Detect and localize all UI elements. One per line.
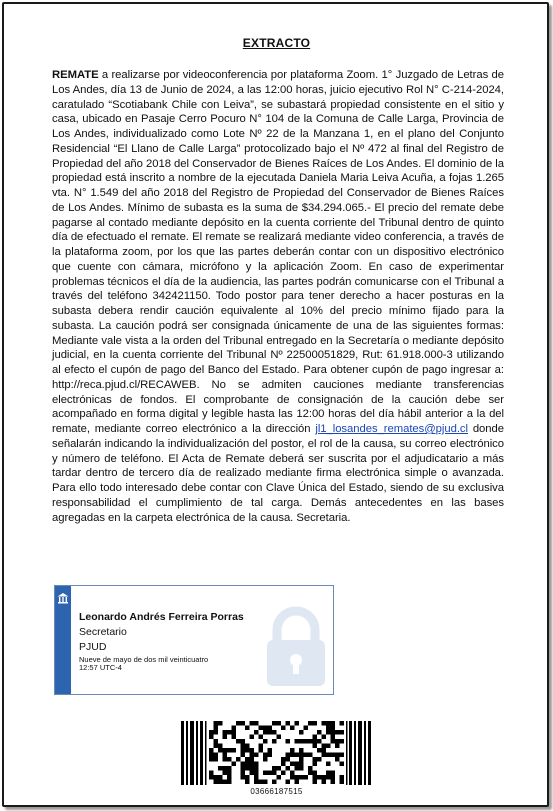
lead-word: REMATE (52, 69, 99, 81)
signature-date: Nueve de mayo de dos mil veinticuatro (79, 655, 209, 664)
barcode-number: 03666187515 (250, 787, 303, 796)
signature-timestamp (79, 656, 249, 672)
body-paragraph-part-1: a realizarse por videoconferencia por plataforma Zoom. 1° Juzgado de Letras de Los Andes, día 13 de Junio de 2024, a las 12:00 horas, juicio ejecutivo Rol N° C-214-2024, caratulado “Scotiabank Chile con Leiva”, se subastará propiedad consistente en el sitio y casa, ubicado en Pasaje Cerro Pocuro N° 104 de la Comuna de Calle Larga, Provincia de Los Andes, individualizado como Lote Nº 22 de la Manzana 1, en el plano del Conjunto Residencial “El Llano de Calle Larga” protocolizado bajo el Nº 472 al final del Registro de Propiedad del año 2018 del Conservador de Bienes Raíces de Los Andes. El dominio de la propiedad está inscrito a nombre de la ejecutada Daniela Maria Leiva Acuña, a fojas 1.265 vta. N° 1.549 del año 2018 del Registro de Propiedad del Conservador de Bienes Raíces de Los Andes. Mínimo de subasta es la suma de $34.294.065.- El precio del remate debe pagarse al contado mediante depósito en la cuenta corriente del Tribunal dentro de quinto día de efectuado el remate. El remate se realizará mediante video conferencia, a través de la plataforma zoom, por los que las partes deberán contar con un dispositivo electrónico que cuente con cámara, micrófono y la aplicación Zoom. En caso de experimentar problemas técnicos el día de la audiencia, las partes podrán comunicarse con el Tribunal a través del teléfono 342421150. Todo postor para tener derecho a hacer posturas en la subasta debera rendir caución equivalente al 10% del precio mínimo fijado para la subasta. La caución podrá ser consignada únicamente de una de las siguientes formas: Mediante vale vista a la orden del Tribunal entregado en la Secretaría o mediante depósito judicial, en la cuenta corriente del Tribunal Nº 22500051829, Rut: 61.918.000-3 utilizando al efecto el cupón de pago del Banco del Estado. Para obtener cupón de pago ingresar a: http://reca.pjud.cl/RECAWEB. No se admiten cauciones mediante transferencias electrónicas de fondos. El comprobante de consignación de la caución debe ser acompañado en forma digital y legible hasta las 12:00 horas del día hábil anterior a la del remate, mediante correo electrónico a la dirección (52, 69, 504, 435)
email-link[interactable]: jl1_losandes_remates@pjud.cl (315, 423, 468, 435)
signer-organization: PJUD (79, 641, 107, 653)
signer-role: Secretario (79, 626, 127, 638)
barcode-image (181, 721, 372, 785)
document-title: EXTRACTO (242, 36, 311, 50)
signer-name: Leonardo Andrés Ferreira Porras (79, 611, 244, 623)
electronic-signature-box (54, 585, 334, 695)
body-paragraph-part-2: donde señalarán indicando la individualización del postor, el rol de la causa, su correo electrónico y número de teléfono. El Acta de Remate deberá ser suscrita por el adjudicatario a más tardar dentro de tercero día de realizado mediante firma electrónica simple o avanzada. Para ello todo interesado debe contar con Clave Única del Estado, siendo de su exclusiva responsabilidad el cumplimiento de tal carga. Demás antecedentes en las bases agregadas en la carpeta electrónica de la causa. Secretaria. (52, 423, 504, 524)
signature-time: 12:57 UTC-4 (79, 663, 122, 672)
document-body (52, 68, 504, 525)
signature-strip (55, 586, 71, 694)
lock-icon (251, 600, 334, 690)
institution-icon (57, 592, 69, 604)
